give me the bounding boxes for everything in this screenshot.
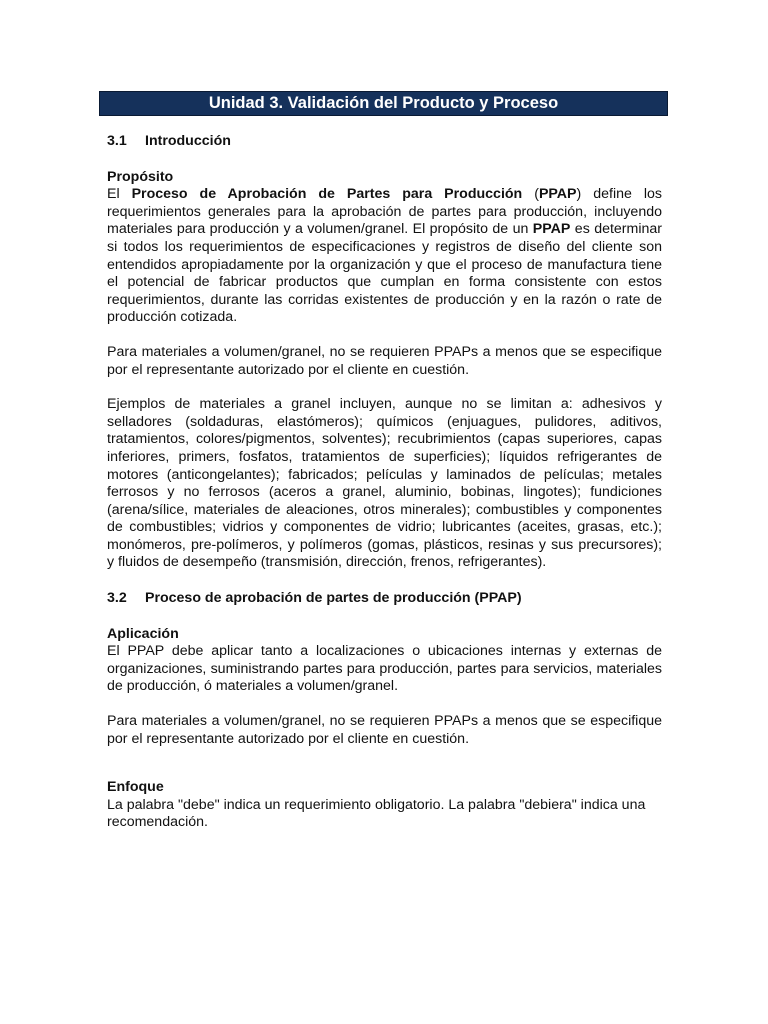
bold-term: PPAP [532,221,571,238]
section-number: 3.1 [107,133,127,149]
paragraph-aplicacion: El PPAP debe aplicar tanto a localizaciones o ubicaciones internas y externas de organizaciones, suministrando partes para producción, partes para servicios, materiales de producción, ó materiales a volumen/granel. [107,643,662,695]
section-title: Introducción [145,133,231,149]
bold-term: Proceso de Aprobación de Partes para Producción [131,186,523,203]
unit-title: Unidad 3. Validación del Producto y Proceso [208,94,559,112]
section-heading-3-2 [107,590,662,608]
document-body [107,133,662,832]
unit-title-banner [99,91,668,116]
subheading-proposito: Propósito [107,168,174,185]
section-heading-3-1 [107,133,662,151]
paragraph-granel-note: Para materiales a volumen/granel, no se requieren PPAPs a menos que se especifique por el representante autorizado por el cliente en cuestión. [107,343,662,378]
paragraph-ejemplos: Ejemplos de materiales a granel incluyen, aunque no se limitan a: adhesivos y selladores (soldaduras, elastómeros); químicos (enjuagues, pulidores, aditivos, tratamientos, colores/pigmentos, solventes); recubrimientos (capas superiores, capas inferiores, primers, fosfatos, tratamientos de superficies); líquidos refrigerantes de motores (anticongelantes); fabricados; películas y laminados de películas; metales ferrosos y no ferrosos (aceros a granel, aluminio, bobinas, lingotes); fundiciones (arena/sílice, materiales de aleaciones, otros minerales); combustibles y componentes de combustibles; vidrios y componentes de vidrio; lubricantes (aceites, grasas, etc.); monómeros, pre-polímeros, y polímeros (gomas, plásticos, resinas y sus precursores); y fluidos de desempeño (transmisión, dirección, frenos, refrigerantes). [107,396,662,571]
paragraph-granel-note-2: Para materiales a volumen/granel, no se requieren PPAPs a menos que se especifique por el representante autorizado por el cliente en cuestión. [107,713,662,747]
subheading-enfoque: Enfoque [107,779,164,796]
section-title: Proceso de aprobación de partes de producción (PPAP) [145,590,522,607]
bold-term: PPAP [538,186,577,203]
subheading-aplicacion: Aplicación [107,625,179,642]
paragraph-enfoque: La palabra "debe" indica un requerimiento obligatorio. La palabra "debiera" indica una recomendación. [107,796,646,831]
paragraph-proposito: El Proceso de Aprobación de Partes para Producción (PPAP) define los requerimientos generales para la aprobación de partes para producción, incluyendo materiales para producción y a volumen/granel. El propósito de un PPAP es determinar si todos los requerimientos de especificaciones y registros de diseño del cliente son entendidos apropiadamente por la organización y que el proceso de manufactura tiene el potencial de fabricar productos que cumplan en forma consistente con estos requerimientos, durante las corridas existentes de producción y en la razón o rate de producción cotizada. [107,186,663,326]
section-number: 3.2 [107,590,127,607]
